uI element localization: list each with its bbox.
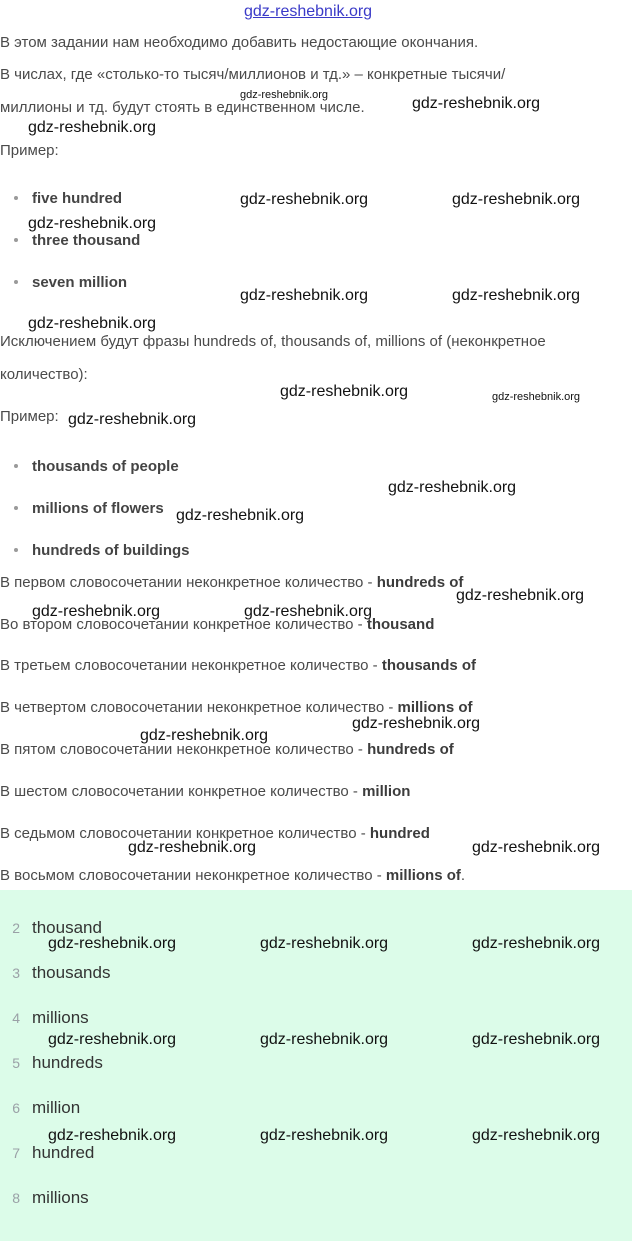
watermark-text: gdz-reshebnik.org [240, 89, 329, 101]
bullet-icon [14, 548, 18, 552]
explanation-line: Во втором словосочетании конкретное количество - thousand [0, 616, 435, 633]
watermark-text: gdz-reshebnik.org [28, 215, 157, 232]
example2-item: millions of flowers [14, 500, 164, 518]
explanation-line: В первом словосочетании неконкретное количество - hundreds of [0, 574, 464, 591]
watermark-text: gdz-reshebnik.org [128, 839, 257, 856]
answer-item: 8 millions [12, 1188, 89, 1207]
watermark-text: gdz-reshebnik.org [280, 383, 409, 400]
watermark-text: gdz-reshebnik.org [48, 1127, 177, 1144]
watermark-text: gdz-reshebnik.org [492, 391, 581, 403]
watermark-text: gdz-reshebnik.org [472, 839, 601, 856]
answer-item: 3 thousands [12, 963, 111, 982]
watermark-text: gdz-reshebnik.org [472, 935, 601, 952]
answer-item: 5 hundreds [12, 1053, 103, 1072]
example1-item: five hundred [14, 190, 122, 208]
watermark-text: gdz-reshebnik.org [240, 191, 369, 208]
bullet-icon [14, 238, 18, 242]
example2-label: Пример: [0, 408, 59, 425]
watermark-text: gdz-reshebnik.org [140, 727, 269, 744]
watermark-text: gdz-reshebnik.org [260, 1127, 389, 1144]
watermark-text: gdz-reshebnik.org [32, 603, 161, 620]
watermark-text: gdz-reshebnik.org [452, 287, 581, 304]
watermark-text: gdz-reshebnik.org [260, 1031, 389, 1048]
watermark-text: gdz-reshebnik.org [388, 479, 517, 496]
bullet-icon [14, 280, 18, 284]
bullet-icon [14, 196, 18, 200]
watermark-text: gdz-reshebnik.org [472, 1031, 601, 1048]
explanation-line: В третьем словосочетании неконкретное количество - thousands of [0, 657, 477, 674]
example2-item: hundreds of buildings [14, 542, 190, 560]
watermark-text: gdz-reshebnik.org [240, 287, 369, 304]
watermark-text: gdz-reshebnik.org [456, 587, 585, 604]
answer-item: 4 millions [12, 1008, 89, 1027]
example2-item: thousands of people [14, 458, 179, 476]
explanation-line: В четвертом словосочетании неконкретное количество - millions of [0, 699, 473, 716]
intro-text: В этом задании нам необходимо добавить недостающие окончания. [0, 34, 479, 51]
rule2-line2: количество): [0, 366, 88, 383]
watermark-text: gdz-reshebnik.org [260, 935, 389, 952]
watermark-text: gdz-reshebnik.org [244, 603, 373, 620]
watermark-text: gdz-reshebnik.org [68, 411, 197, 428]
example1-item: seven million [14, 274, 127, 292]
watermark-text: gdz-reshebnik.org [48, 1031, 177, 1048]
explanation-line: В восьмом словосочетании неконкретное количество - millions of. [0, 867, 466, 884]
watermark-text: gdz-reshebnik.org [28, 315, 157, 332]
bullet-icon [14, 506, 18, 510]
watermark-text: gdz-reshebnik.org [28, 119, 157, 136]
watermark-link[interactable]: gdz-reshebnik.org [244, 3, 373, 20]
rule1-line2: миллионы и тд. будут стоять в единственном числе. [0, 99, 365, 116]
watermark-text: gdz-reshebnik.org [176, 507, 305, 524]
example1-label: Пример: [0, 142, 59, 159]
rule2-line1: Исключением будут фразы hundreds of, thousands of, millions of (неконкретное [0, 333, 546, 350]
watermark-text: gdz-reshebnik.org [472, 1127, 601, 1144]
bullet-icon [14, 464, 18, 468]
example1-item: three thousand [14, 232, 140, 250]
answer-item: 6 million [12, 1098, 81, 1117]
watermark-text: gdz-reshebnik.org [352, 715, 481, 732]
explanation-line: В шестом словосочетании конкретное количество - million [0, 783, 411, 800]
watermark-text: gdz-reshebnik.org [48, 935, 177, 952]
answer-item: 7 hundred [12, 1143, 95, 1162]
explanation-line: В седьмом словосочетании конкретное количество - hundred [0, 825, 430, 842]
watermark-text: gdz-reshebnik.org [412, 95, 541, 112]
watermark-text: gdz-reshebnik.org [452, 191, 581, 208]
answer-item: 2 thousand [12, 918, 102, 937]
rule1-line1: В числах, где «столько-то тысяч/миллионов и тд.» – конкретные тысячи/ [0, 66, 506, 83]
explanation-line: В пятом словосочетании неконкретное количество - hundreds of [0, 741, 454, 758]
